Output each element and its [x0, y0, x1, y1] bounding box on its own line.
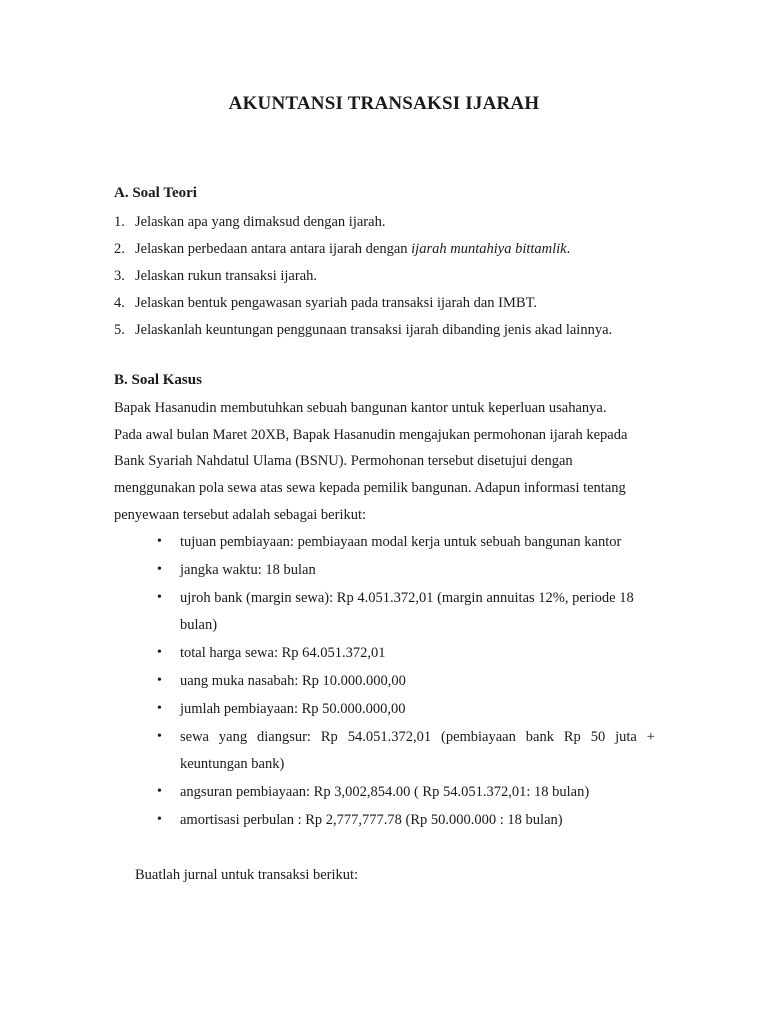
bullet-icon: •: [157, 561, 162, 577]
list-item: [114, 265, 674, 292]
bullet-icon: •: [157, 728, 162, 744]
paragraph-line: penyewaan tersebut adalah sebagai berikut:: [114, 506, 367, 523]
bullet-icon: •: [157, 784, 162, 800]
bullet-item-text: jumlah pembiayaan: Rp 50.000.000,00: [180, 700, 406, 717]
list-item-number: 1.: [114, 214, 125, 230]
word: 50: [590, 728, 606, 745]
bullet-icon: •: [157, 589, 162, 605]
bullet-item-text-continued: bulan): [180, 617, 218, 634]
word: sewa: [180, 728, 209, 745]
bullet-item: [157, 726, 655, 782]
theory-questions-list: [114, 211, 674, 346]
case-paragraph: [114, 397, 659, 530]
bullet-item-text: uang muka nasabah: Rp 10.000.000,00: [180, 672, 406, 689]
bullet-icon: •: [157, 672, 162, 688]
word: diangsur:: [257, 728, 311, 745]
document-title: AKUNTANSI TRANSAKSI IJARAH: [228, 93, 540, 114]
paragraph-line: Bapak Hasanudin membutuhkan sebuah bangunan kantor untuk keperluan usahanya.: [114, 400, 607, 416]
word: yang: [218, 728, 248, 745]
closing-instruction: Buatlah jurnal untuk transaksi berikut:: [135, 867, 359, 883]
section-b-heading: B. Soal Kasus: [114, 372, 202, 388]
bullet-item-text: amortisasi perbulan : Rp 2,777,777.78 (Rp 50.000.000 : 18 bulan): [180, 811, 563, 828]
word: bank: [525, 728, 554, 745]
paragraph-line: Bank Syariah Nahdatul Ulama (BSNU). Permohonan tersebut disetujui dengan: [114, 453, 573, 470]
list-item-number: 3.: [114, 268, 125, 284]
paragraph-line: Pada awal bulan Maret 20XB, Bapak Hasanudin mengajukan permohonan ijarah kepada: [114, 426, 628, 443]
bullet-item: [157, 559, 655, 587]
word: +: [646, 728, 655, 745]
list-item: [114, 238, 674, 265]
bullet-item-text: ujroh bank (margin sewa): Rp 4.051.372,01 (margin annuitas 12%, periode 18: [180, 589, 634, 606]
bullet-item: [157, 781, 655, 809]
list-item: [114, 319, 674, 346]
bullet-item: [157, 587, 655, 643]
list-item-number: 5.: [114, 322, 125, 338]
word: Rp: [563, 728, 581, 745]
bullet-item: [157, 670, 655, 698]
list-item-text: Jelaskanlah keuntungan penggunaan transaksi ijarah dibanding jenis akad lainnya.: [135, 322, 613, 338]
paragraph-line: menggunakan pola sewa atas sewa kepada pemilik bangunan. Adapun informasi tentang: [114, 480, 626, 497]
list-item-text: Jelaskan apa yang dimaksud dengan ijarah.: [135, 214, 386, 230]
case-details-list: [157, 531, 655, 837]
list-item: [114, 211, 674, 238]
bullet-icon: •: [157, 645, 162, 661]
bullet-icon: •: [157, 534, 162, 549]
list-item-text: Jelaskan bentuk pengawasan syariah pada transaksi ijarah dan IMBT.: [135, 295, 537, 311]
bullet-item: [157, 698, 655, 726]
bullet-item-text-continued: keuntungan bank): [180, 756, 285, 773]
word: 54.051.372,01: [347, 728, 432, 745]
word: juta: [615, 728, 637, 745]
list-item-number: 4.: [114, 295, 125, 311]
bullet-item: [157, 642, 655, 670]
bullet-item-text: angsuran pembiayaan: Rp 3,002,854.00 ( Rp 54.051.372,01: 18 bulan): [180, 784, 590, 801]
list-item-text: Jelaskan rukun transaksi ijarah.: [135, 268, 318, 284]
bullet-item: [157, 531, 655, 559]
bullet-item-text: total harga sewa: Rp 64.051.372,01: [180, 645, 386, 662]
bullet-item-text: jangka waktu: 18 bulan: [180, 561, 316, 578]
section-a-heading: A. Soal Teori: [114, 185, 197, 201]
bullet-item-text-justified: [180, 726, 655, 754]
word: (pembiayaan: [440, 728, 516, 745]
bullet-icon: •: [157, 700, 162, 716]
bullet-item: [157, 809, 655, 837]
bullet-item-text: tujuan pembiayaan: pembiayaan modal kerja untuk sebuah bangunan kantor: [180, 534, 622, 550]
list-item-number: 2.: [114, 241, 125, 257]
list-item-italic-term: ijarah muntahiya bittamlik: [411, 241, 567, 257]
list-item: [114, 292, 674, 319]
word: Rp: [320, 728, 338, 745]
list-item-text: Jelaskan perbedaan antara antara ijarah dengan: [135, 241, 412, 257]
list-item-text-end: .: [566, 241, 571, 257]
bullet-icon: •: [157, 811, 162, 827]
